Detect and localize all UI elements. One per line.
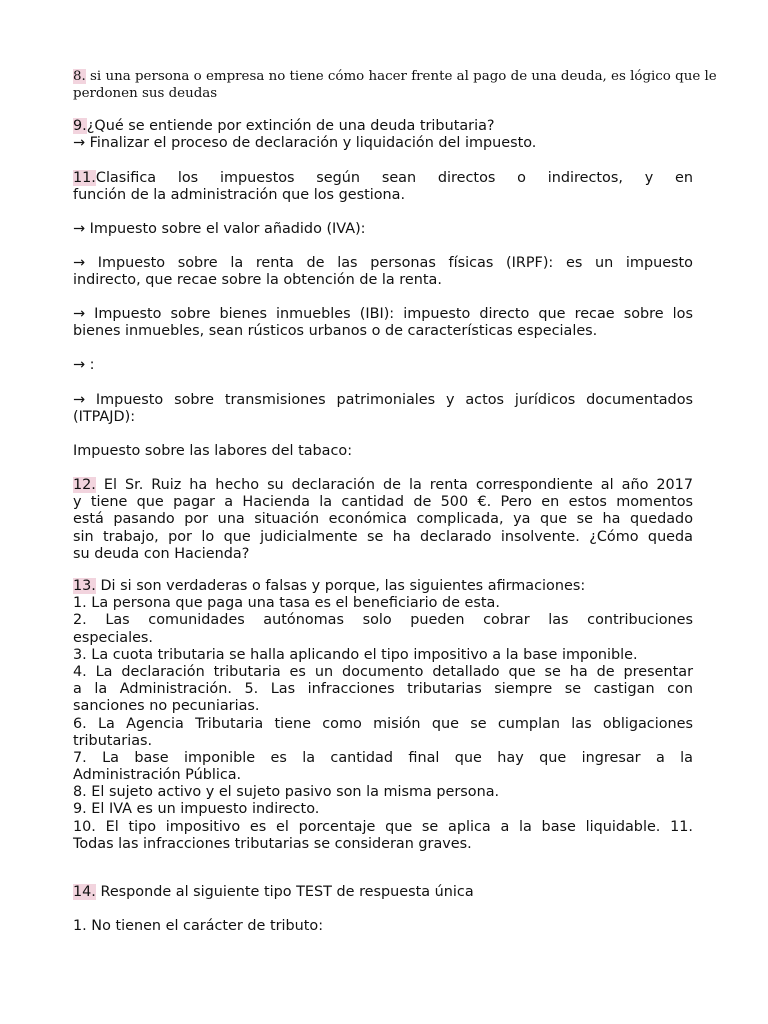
question-text: función de la administración que los gestiona. xyxy=(73,187,406,204)
statement-line: 3. La cuota tributaria se halla aplicando el tipo impositivo a la base imponible. xyxy=(73,646,638,663)
statement-line: 2. Las comunidades autónomas solo pueden cobrar las contribuciones xyxy=(73,612,693,629)
statement-line: Administración Pública. xyxy=(73,767,242,784)
answer-text: → Impuesto sobre transmisiones patrimoniales y actos jurídicos documentados xyxy=(73,392,693,408)
question-text: y tiene que pagar a Hacienda la cantidad de 500 €. Pero en estos momentos xyxy=(73,494,693,511)
statement-line: a la Administración. 5. Las infracciones tributarias siempre se castigan con xyxy=(73,681,693,698)
answer-ibi xyxy=(73,306,693,340)
question-text: El Sr. Ruiz ha hecho su declaración de la renta correspondiente al año 2017 xyxy=(95,477,693,493)
statement-line: 9. El IVA es un impuesto indirecto. xyxy=(73,801,320,818)
question-9 xyxy=(73,118,693,152)
answer-tabaco xyxy=(73,443,693,460)
question-number: 8. xyxy=(73,69,86,84)
answer-text: → : xyxy=(73,357,95,373)
question-8 xyxy=(73,68,717,102)
answer-text: → Finalizar el proceso de declaración y liquidación del impuesto. xyxy=(73,135,537,152)
answer-blank xyxy=(73,357,693,374)
statement-line: tributarias. xyxy=(73,732,153,749)
answer-irpf xyxy=(73,255,693,289)
question-13 xyxy=(73,578,693,853)
statement-line: sanciones no pecuniarias. xyxy=(73,698,260,715)
answer-text: → Impuesto sobre el valor añadido (IVA): xyxy=(73,221,366,237)
statement-line: 7. La base imponible es la cantidad final que hay que ingresar a la xyxy=(73,749,693,766)
answer-text: Impuesto sobre las labores del tabaco: xyxy=(73,443,353,459)
question-text: Responde al siguiente tipo TEST de respuesta única xyxy=(95,884,474,900)
answer-text: indirecto, que recae sobre la obtención de la renta. xyxy=(73,272,442,289)
question-14 xyxy=(73,884,693,901)
question-12 xyxy=(73,477,693,563)
test-item-text: 1. No tienen el carácter de tributo: xyxy=(73,918,324,934)
statement-line: especiales. xyxy=(73,629,153,646)
question-number: 12. xyxy=(73,477,96,493)
question-text: Di si son verdaderas o falsas y porque, las siguientes afirmaciones: xyxy=(95,578,586,594)
question-11 xyxy=(73,170,693,204)
question-text: Clasifica los impuestos según sean directos o indirectos, y en xyxy=(95,170,693,186)
question-text: su deuda con Hacienda? xyxy=(73,545,250,562)
question-text: perdonen sus deudas xyxy=(73,86,218,102)
answer-text: bienes inmuebles, sean rústicos urbanos o de características especiales. xyxy=(73,323,598,340)
statement-line: 6. La Agencia Tributaria tiene como misión que se cumplan las obligaciones xyxy=(73,715,693,732)
statement-line: 10. El tipo impositivo es el porcentaje que se aplica a la base liquidable. 11. xyxy=(73,818,693,835)
answer-text: → Impuesto sobre la renta de las personas físicas (IRPF): es un impuesto xyxy=(73,255,693,271)
statement-line: 8. El sujeto activo y el sujeto pasivo son la misma persona. xyxy=(73,784,500,801)
answer-text: (ITPAJD): xyxy=(73,409,136,426)
question-number: 14. xyxy=(73,884,96,900)
question-text: está pasando por una situación económica complicada, ya que se ha quedado xyxy=(73,511,693,528)
statement-line: 1. La persona que paga una tasa es el beneficiario de esta. xyxy=(73,595,500,612)
question-number: 9. xyxy=(73,118,87,134)
statement-line: 4. La declaración tributaria es un documento detallado que se ha de presentar xyxy=(73,663,693,680)
question-text: ¿Qué se entiende por extinción de una deuda tributaria? xyxy=(86,118,495,134)
test-item-1 xyxy=(73,918,693,935)
question-number: 13. xyxy=(73,578,96,594)
answer-text: → Impuesto sobre bienes inmuebles (IBI): impuesto directo que recae sobre los xyxy=(73,306,693,322)
question-text: sin trabajo, por lo que judicialmente se ha declarado insolvente. ¿Cómo queda xyxy=(73,528,693,545)
question-text: si una persona o empresa no tiene cómo hacer frente al pago de una deuda, es lógico que le xyxy=(90,69,717,84)
question-number: 11. xyxy=(73,170,96,186)
statement-line: Todas las infracciones tributarias se consideran graves. xyxy=(73,835,472,852)
answer-iva xyxy=(73,221,693,238)
answer-itpajd xyxy=(73,392,693,426)
